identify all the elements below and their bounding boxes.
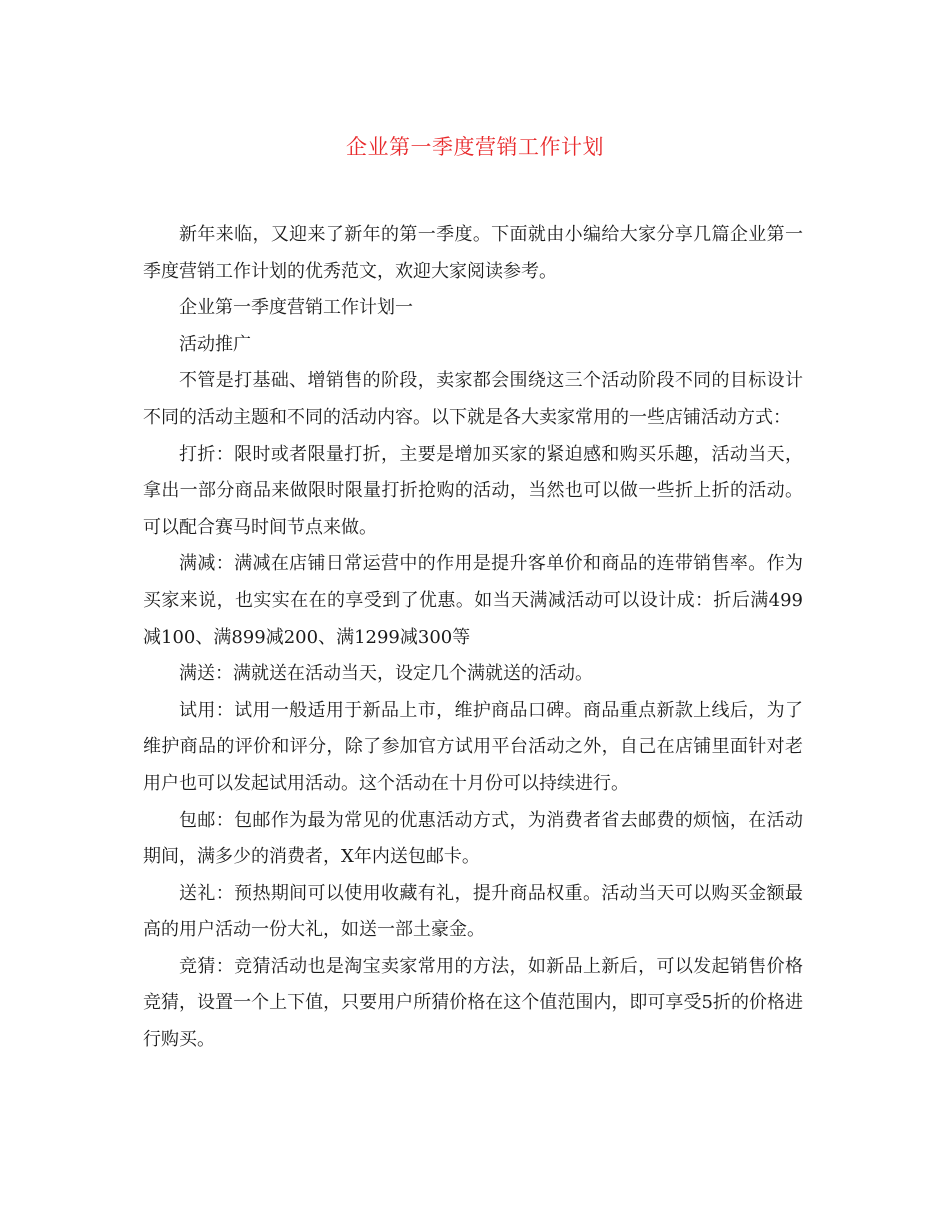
document-body [143, 217, 803, 1059]
paragraph-subheading: 活动推广 [179, 333, 251, 355]
paragraph-gift: 送礼：预热期间可以使用收藏有礼，提升商品权重。活动当天可以购买金额最高的用户活动一份大礼，如送一部土豪金。 [143, 882, 803, 941]
paragraph-full-reduction: 满减：满减在店铺日常运营中的作用是提升客单价和商品的连带销售率。作为买家来说，也实实在在的享受到了优惠。如当天满减活动可以设计成：折后满499减100、满899减200、满1299减300等 [143, 553, 803, 648]
paragraph-discount: 打折：限时或者限量打折，主要是增加买家的紧迫感和购买乐趣，活动当天，拿出一部分商品来做限时限量打折抢购的活动，当然也可以做一些折上折的活动。可以配合赛马时间节点来做。 [143, 443, 803, 538]
paragraph-section-heading: 企业第一季度营销工作计划一 [179, 297, 413, 319]
document-title: 企业第一季度营销工作计划 [346, 135, 604, 159]
paragraph-intro: 新年来临，又迎来了新年的第一季度。下面就由小编给大家分享几篇企业第一季度营销工作计划的优秀范文，欢迎大家阅读参考。 [143, 224, 803, 282]
paragraph-trial: 试用：试用一般适用于新品上市，维护商品口碑。商品重点新款上线后，为了维护商品的评价和评分，除了参加官方试用平台活动之外，自己在店铺里面针对老用户也可以发起试用活动。这个活动在十月份可以持续进行。 [143, 699, 803, 794]
paragraph-full-gift: 满送：满就送在活动当天，设定几个满就送的活动。 [179, 663, 593, 685]
paragraph-free-shipping: 包邮：包邮作为最为常见的优惠活动方式，为消费者省去邮费的烦恼，在活动期间，满多少的消费者，X年内送包邮卡。 [143, 809, 803, 868]
paragraph-guessing: 竞猜：竞猜活动也是淘宝卖家常用的方法，如新品上新后，可以发起销售价格竞猜，设置一个上下值，只要用户所猜价格在这个值范围内，即可享受5折的价格进行购买。 [143, 955, 803, 1051]
paragraph-overview: 不管是打基础、增销售的阶段，卖家都会围绕这三个活动阶段不同的目标设计不同的活动主题和不同的活动内容。以下就是各大卖家常用的一些店铺活动方式： [143, 370, 803, 428]
